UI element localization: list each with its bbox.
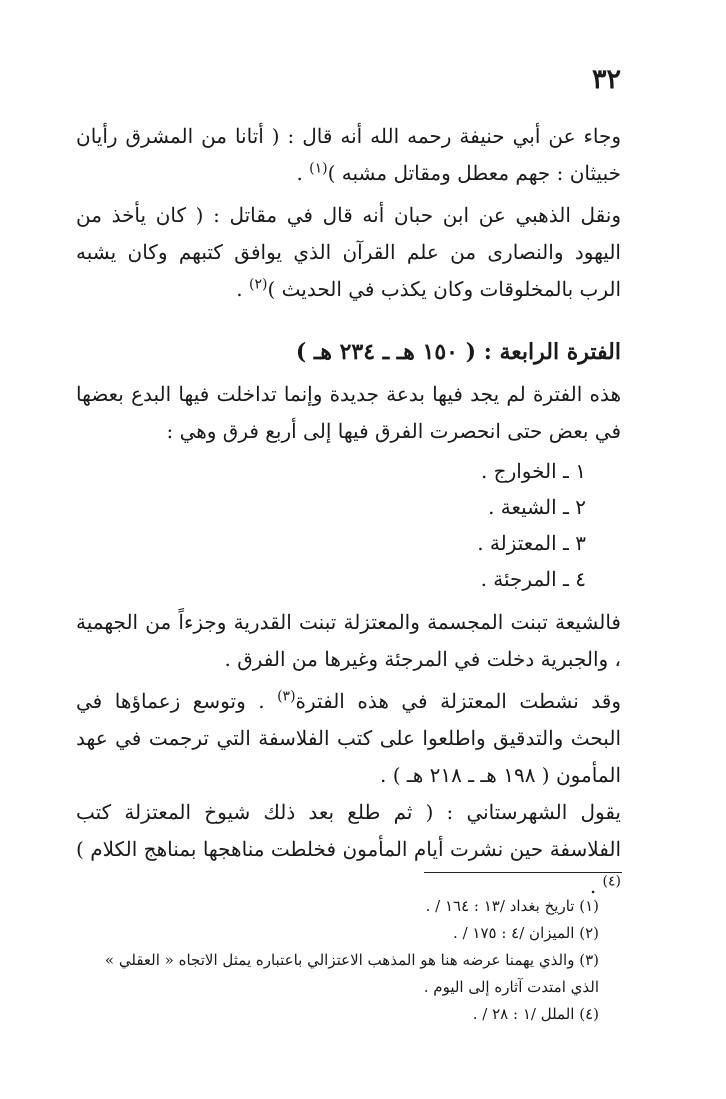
footnote-divider bbox=[424, 872, 622, 873]
paragraph-shia: فالشيعة تبنت المجسمة والمعتزلة تبنت القدرية وجزءاً من الجهمية ، والجبرية دخلت في المرجئة وغيرها من الفرق . bbox=[76, 610, 621, 671]
paragraph-dhahabi bbox=[76, 197, 621, 308]
paragraph-text: يقول الشهرستاني : ( ثم طلع بعد ذلك شيوخ المعتزلة كتب الفلاسفة حين نشرت أيام المأمون فخلطت مناهجها بمناهج الكلام ) bbox=[76, 800, 621, 861]
paragraph-end: . bbox=[236, 277, 250, 301]
section-heading: الفترة الرابعة : ( ١٥٠ هـ ـ ٢٣٤ هـ ) bbox=[295, 339, 621, 365]
footnote-2: (٢) الميزان /٤ : ١٧٥ / . bbox=[453, 924, 599, 942]
footnote-1: (١) تاريخ بغداد /١٣ : ١٦٤ / . bbox=[425, 897, 599, 915]
paragraph-abu-hanifa bbox=[76, 118, 621, 192]
paragraph-period-intro: هذه الفترة لم يجد فيها بدعة جديدة وإنما تداخلت فيها البدع بعضها في بعض حتى انحصرت الفرق فيها إلى أربع فرق وهي : bbox=[76, 382, 621, 443]
paragraph-text: وجاء عن أبي حنيفة رحمه الله أنه قال : ( أتانا من المشرق رأيان خبيثان : جهم معطل ومقاتل مشبه ) bbox=[76, 124, 621, 185]
footnote-marker-1: (١) bbox=[309, 160, 328, 177]
paragraph-text: ونقل الذهبي عن ابن حبان أنه قال في مقاتل : ( كان يأخذ من اليهود والنصارى من علم القرآن الذي يوافق كتبهم وكان يشبه الرب بالمخلوقات وكان يكذب في الحديث ) bbox=[76, 203, 621, 301]
list-item: ٤ ـ المرجئة . bbox=[480, 567, 586, 591]
paragraph-mutazila bbox=[76, 683, 621, 794]
list-item: ١ ـ الخوارج . bbox=[480, 459, 586, 483]
footnotes bbox=[76, 893, 621, 1028]
footnote-marker-4: (٤) bbox=[602, 873, 621, 890]
paragraph-end: . bbox=[589, 874, 603, 898]
footnote-marker-2: (٢) bbox=[249, 276, 268, 293]
footnote-3: (٣) والذي يهمنا عرضه هنا هو المذهب الاعتزالي باعتباره يمثل الاتجاه « العقلي » الذي امتدت آثاره إلى اليوم . bbox=[104, 951, 599, 996]
paragraph-end: . bbox=[296, 161, 310, 185]
list-item: ٢ ـ الشيعة . bbox=[488, 495, 586, 519]
footnote-marker-3: (٣) bbox=[277, 688, 296, 705]
paragraph-text-continued: . وتوسع زعماؤها في البحث والتدقيق واطلعوا على كتب الفلاسفة التي ترجمت في عهد المأمون ( ١٩٨ هـ ـ ٢١٨ هـ ) . bbox=[76, 689, 621, 787]
page-number: ٣٢ bbox=[591, 64, 621, 95]
footnote-4: (٤) الملل /١ : ٢٨ / . bbox=[472, 1005, 599, 1023]
paragraph-text: وقد نشطت المعتزلة في هذه الفترة bbox=[295, 689, 621, 713]
paragraph-shahrastani bbox=[76, 794, 621, 905]
list-item: ٣ ـ المعتزلة . bbox=[477, 531, 586, 555]
sects-list bbox=[286, 453, 586, 597]
